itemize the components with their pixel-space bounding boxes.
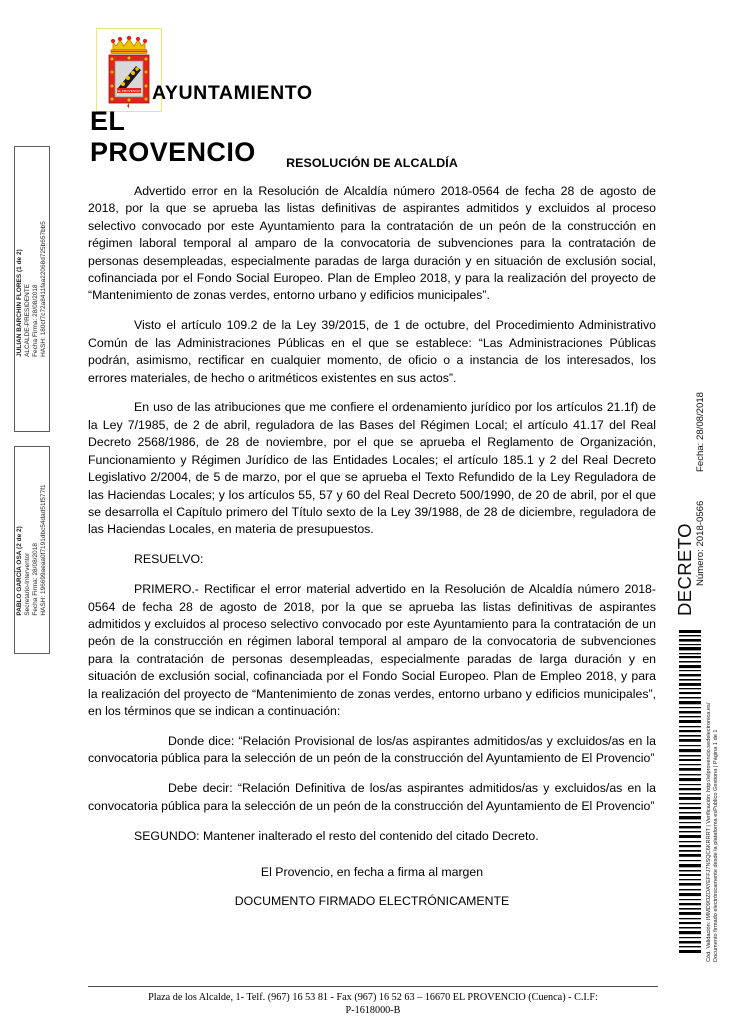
verification-barcode [679, 628, 701, 958]
signature-alcalde-role: ALCALDE-PRESIDENTE [23, 283, 31, 357]
signature-secretario-hash: HASH: 196699aeaa0f7191dbc54dad51f577f1 [40, 484, 48, 616]
paragraph-advertido-error: Advertido error en la Resolución de Alcaldía número 2018-0564 de fecha 28 de agosto de 2018, por la que se aprueba las listas definitivas de aspirantes admitidos y excluidos al proceso selectivo convocado por este Ayuntamiento para la contratación de un peón de la construcción en régimen laboral temporal al amparo de la convocatoria de subvenciones para la contratación de personas desempleadas, especialmente paradas de larga duración y en situación de exclusión social, cofinanciada por el Fondo Social Europeo. Plan de Empleo 2018, y para la realización del proyecto de “Mantenimiento de zonas verdes, entorno urbano y edificios municipales”. [88, 184, 656, 303]
paragraph-visto-articulo: Visto el artículo 109.2 de la Ley 39/2015, de 1 de octubre, del Procedimiento Administrativo Común de las Administraciones Públicas en el que se establece: “Las Administraciones Públicas podrán, asimismo, rectificar en cualquier momento, de oficio o a instancia de los interesados, los errores materiales, de hecho o aritméticos existentes en sus actos”. [88, 318, 656, 385]
paragraph-segundo: SEGUNDO: Mantener inalterado el resto del contenido del citado Decreto. [134, 828, 539, 843]
signature-alcalde-hash: HASH: 180cf7c72a8411faa22068d725b657bb5 [40, 221, 48, 357]
resuelvo-heading: RESUELVO: [134, 552, 204, 567]
electronic-signature-note: DOCUMENTO FIRMADO ELECTRÓNICAMENTE [234, 894, 510, 909]
decreto-fecha: Fecha: 28/08/2018 [695, 391, 706, 472]
signature-block-alcalde [14, 146, 50, 432]
csv-verification-line-1: Cód. Validación: IMMD9OZOAYEFFJ7NSQC6KRRRT | Verificación: http://elprovencio.sedelectronica.es/ [706, 702, 712, 962]
document-body [88, 156, 656, 923]
paragraph-primero: PRIMERO.- Rectificar el error material advertido en la Resolución de Alcaldía número 2018-0564 de fecha 28 de agosto de 2018, por la que se aprueba las listas definitivas de aspirantes admitidos y excluidos al proceso selectivo convocado por este Ayuntamiento para la contratación de un peón de la construcción en régimen laboral temporal al amparo de la convocatoria de subvenciones para la contratación de personas desempleadas, especialmente paradas de larga duración y en situación de exclusión social, cofinanciada por el Fondo Social Europeo. Plan de Empleo 2018, y para la realización del proyecto de “Mantenimiento de zonas verdes, entorno urbano y edificios municipales”, en los términos que se indican a continuación: [88, 582, 656, 718]
signature-secretario-text [16, 484, 48, 615]
page-title: RESOLUCIÓN DE ALCALDÍA [286, 156, 458, 170]
signature-secretario-role: Secretario-Interventor [23, 552, 31, 616]
paragraph-debe-decir: Debe decir: “Relación Definitiva de los/as aspirantes admitidos/as y excluidos/as en la convocatoria pública para la selección de un peón de la construcción del Ayuntamiento de El Provencio” [88, 781, 656, 813]
csv-verification-line-2: Documento firmado electrónicamente desde la plataforma esPublico Gestiona | Página 1 de 1 [713, 729, 719, 962]
decreto-label: DECRETO [674, 523, 695, 616]
signature-block-secretario [14, 446, 50, 654]
paragraph-donde-dice: Donde dice: “Relación Provisional de los/as aspirantes admitidos/as y excluidos/as en la convocatoria pública para la selección de un peón de la construcción del Ayuntamiento de El Provencio” [88, 733, 656, 766]
decreto-numero: Número: 2018-0566 [695, 500, 706, 586]
signature-secretario-date: Fecha Firma: 28/08/2018 [32, 543, 39, 616]
signature-alcalde-date: Fecha Firma: 28/08/2018 [32, 284, 39, 357]
paragraph-atribuciones: En uso de las atribuciones que me confiere el ordenamiento jurídico por los artículos 21.1f) de la Ley 7/1985, de 2 de abril, reguladora de las Bases del Régimen Local; el artículo 41.17 del Real Decreto 2568/1986, de 28 de noviembre, por el que se aprueba el Reglamento de Organización, Funcionamiento y Régimen Jurídico de las Entidades Locales; el artículo 185.1 y 2 del Real Decreto Legislativo 2/2004, de 5 de marzo, por el que se aprueba el Texto Refundido de la Ley Reguladora de las Haciendas Locales; y los artículos 55, 57 y 60 del Real Decreto 500/1990, de 20 de abril, por el que se desarrolla el Capítulo primero del Título sexto de la Ley 39/1988, de 28 de diciembre, reguladora de las Haciendas Locales, en materia de presupuestos. [88, 400, 656, 537]
spacer [88, 856, 656, 864]
page-footer [88, 986, 658, 1018]
signature-alcalde-name: JULIAN BARCHIN FLORES (1 de 2) [15, 249, 23, 357]
signature-secretario-name: PABLO GARCÍA OSA (2 de 2) [15, 526, 23, 616]
signature-alcalde-text [16, 221, 48, 357]
footer-cif-line: P-1618000-B [345, 1005, 401, 1017]
crest-motto: EL PROVENCIO [117, 89, 141, 94]
place-and-date-line: El Provencio, en fecha a firma al margen [260, 864, 484, 879]
institution-header [88, 26, 313, 167]
footer-address-line: Plaza de los Alcalde, 1- Telf. (967) 16 53 81 - Fax (967) 16 52 63 – 16670 EL PROVENCIO (Cuenca) - C.I.F: [148, 992, 598, 1003]
header-line-ayuntamiento: AYUNTAMIENTO [152, 82, 313, 104]
header-line-el-provencio: EL PROVENCIO [90, 106, 256, 167]
